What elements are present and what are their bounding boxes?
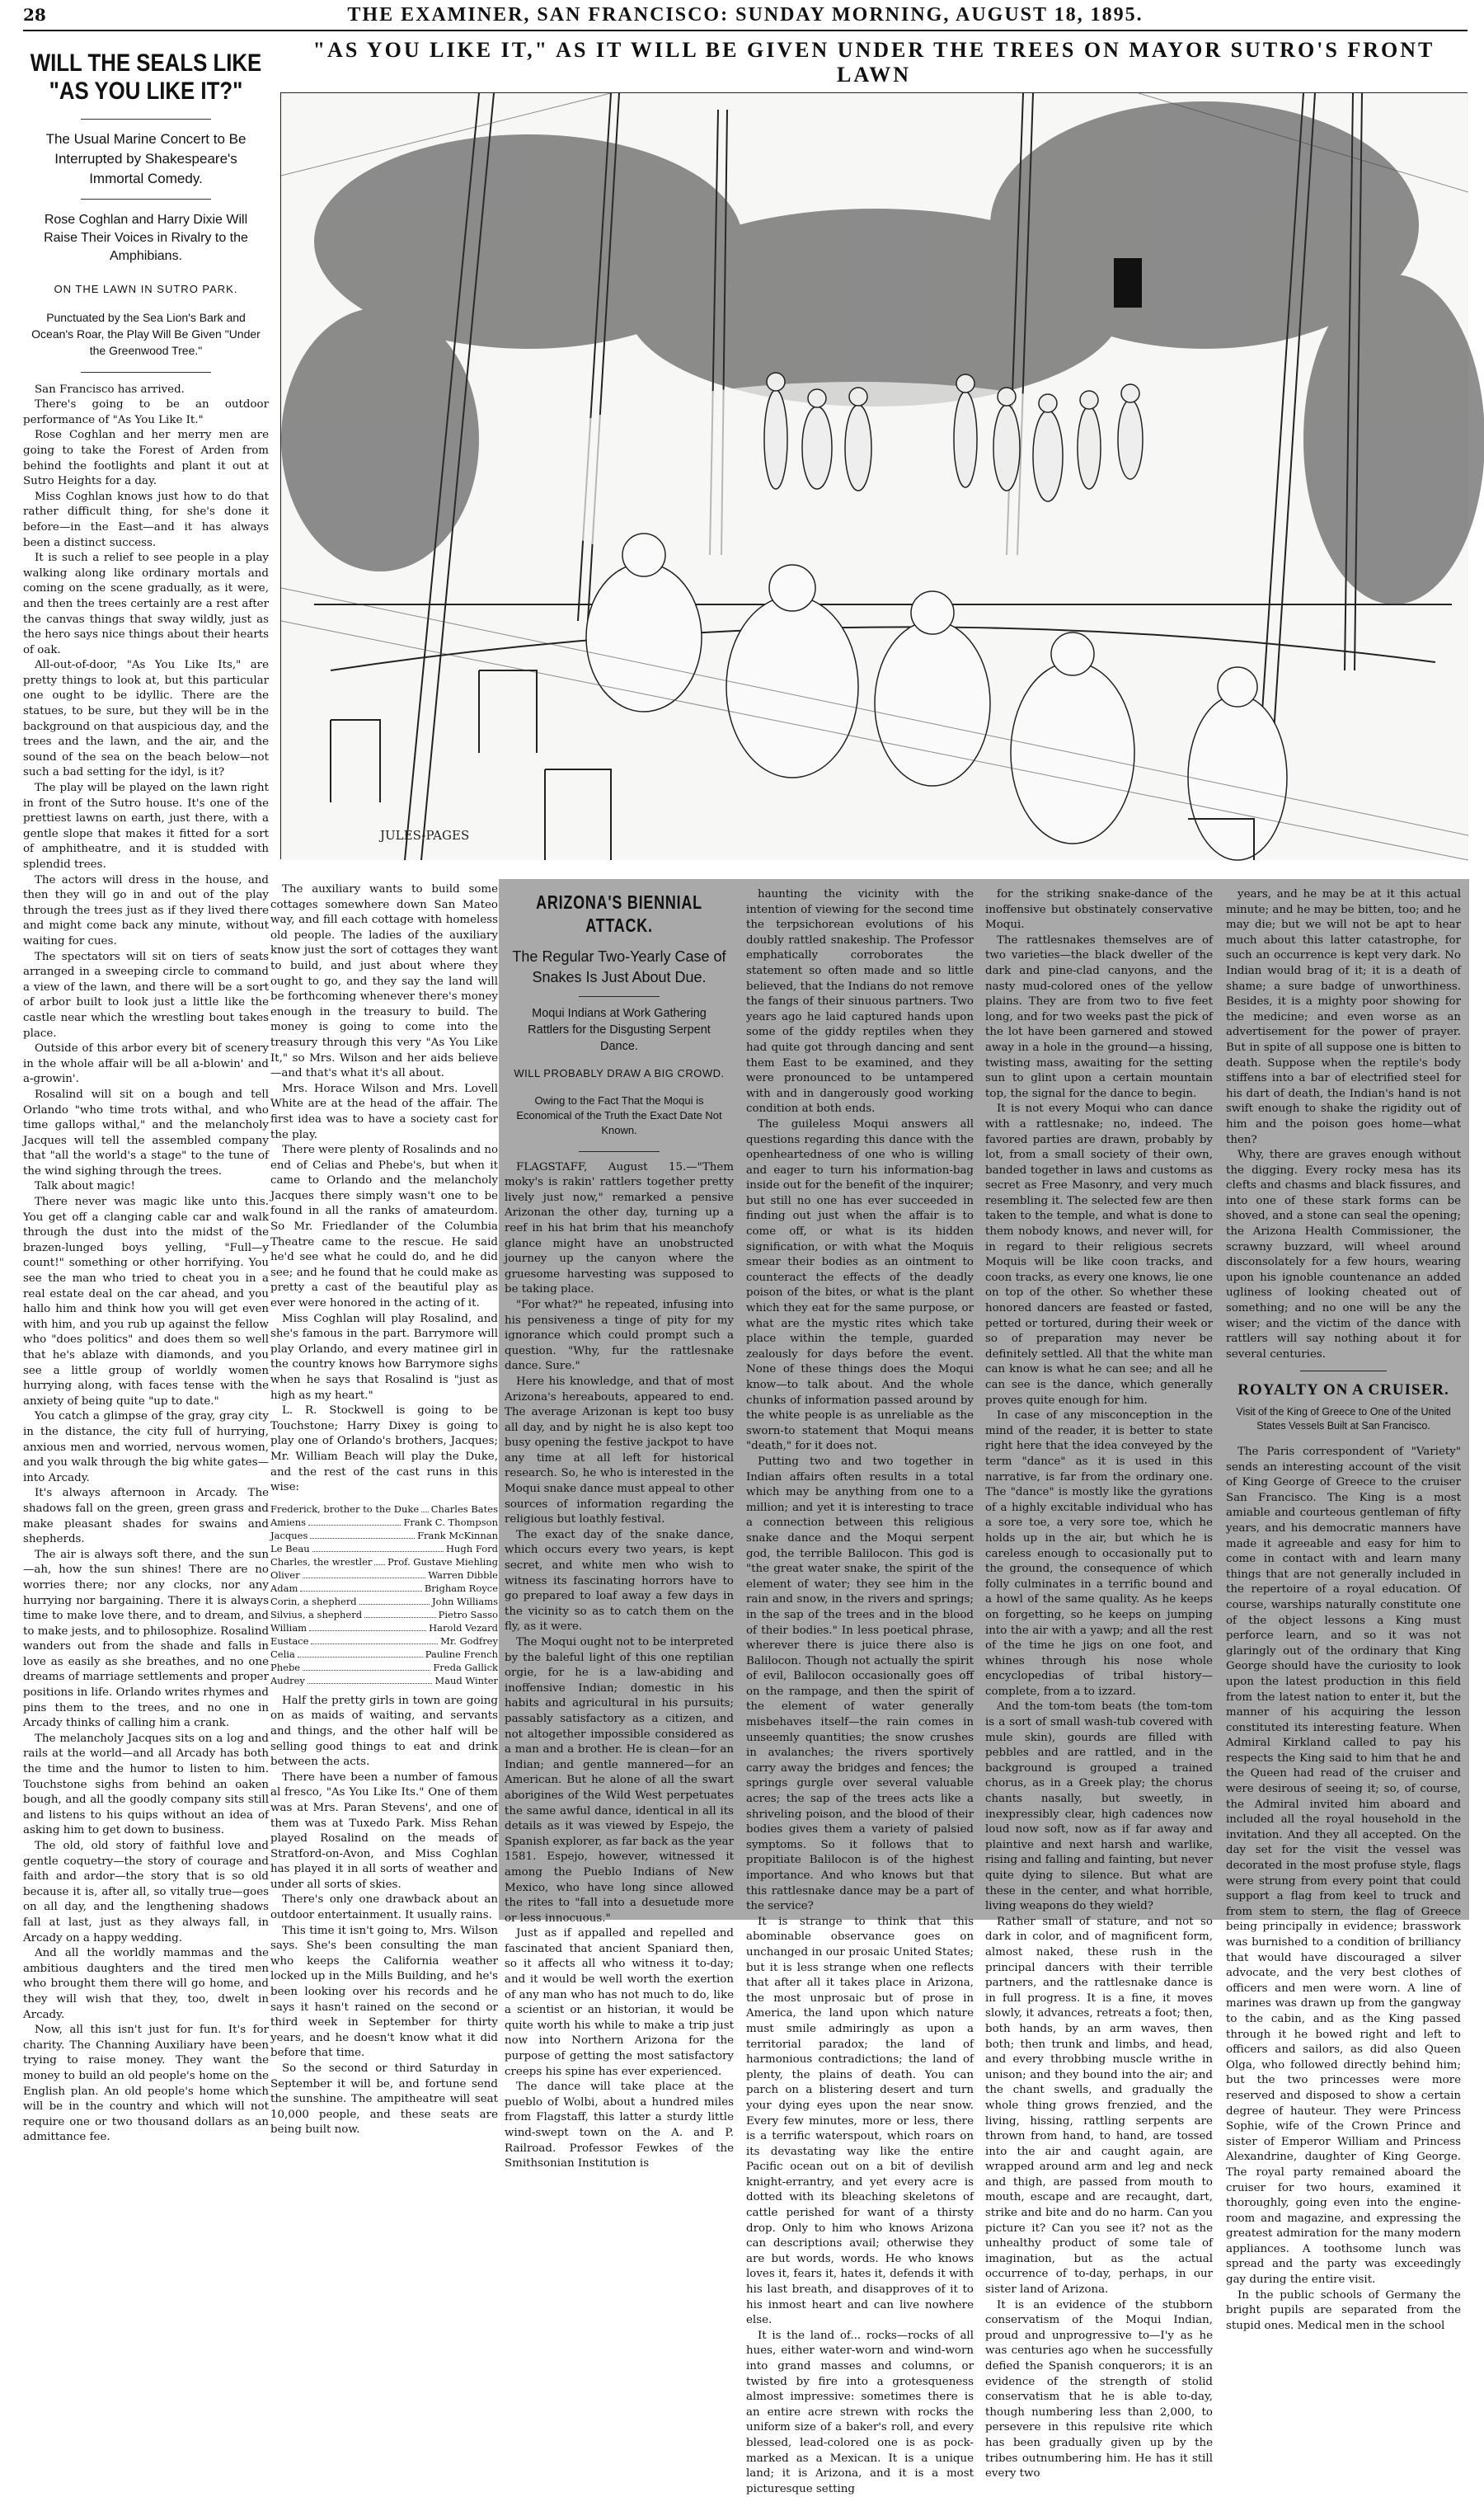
paragraph: There have been a number of famous al fresco, "As You Like Its." One of them was at Mrs. Paran Stevens', and one of them was at Tuxedo Park. Miss Rehan played Rosalind on the meads of Stratford-on-Avon, and Miss Coghlan has played it in all sorts of weather and under all sorts of skies. xyxy=(270,1770,498,1891)
paragraph: It is such a relief to see people in a play walking along like ordinary mortals and coming on the scene gradually, as it were, and then the trees certainly are a rest after the canvas things that sway wildly, just as the hero says nice things about their hearts of oak. xyxy=(23,552,269,656)
paragraph: Why, there are graves enough without the digging. Every rocky mesa has its clefts and chasms and black fissures, and into one of these stark forms can be shoved, and a stone can seal the opening; the Arizona Health Commissioner, the scrawny buzzard, will wheel around disconsolately for a few hours, wearing upon his ignoble countenance an added ugliness of looking cheated out of something; and no one will be any the wiser; and the victim of the dance with rattlers will say nothing about it for several centuries. xyxy=(1226,1149,1461,1361)
cast-row xyxy=(270,1555,498,1568)
leader-dots xyxy=(308,1516,401,1526)
paragraph: haunting the vicinity with the intention of viewing for the second time the terpsichorean evolutions of his doubly rattled snakeship. The Professor emphatically corroborates the statement so often made and so little believed, that the Indians do not remove the fangs of their sinuous partners. Two years ago he laid captured hands upon some of the giddy reptiles when they had quite got through dancing and sent them East to be examined, and they were pronounced to be untampered with and in dangerously good working condition at both ends. xyxy=(746,888,974,1116)
arizona-royalty-column xyxy=(1226,887,1461,2332)
cast-role: Jacques xyxy=(270,1529,308,1541)
royalty-deck: Visit of the King of Greece to One of the United States Vessels Built at San Francisco. xyxy=(1236,1406,1451,1432)
seals-deck-2: Rose Coghlan and Harry Dixie Will Raise Their Voices in Rivalry to the Amphibians. xyxy=(44,213,248,263)
cast-role: Silvius, a shepherd xyxy=(270,1608,363,1620)
paragraph: Mrs. Horace Wilson and Mrs. Lovell White are at the head of the affair. The first idea was to have a society cast for the play. xyxy=(270,1082,498,1141)
paragraph: In the public schools of Germany the bright pupils are separated from the stupid ones. Medical men in the school xyxy=(1226,2288,1461,2332)
cast-role: Eustace xyxy=(270,1634,309,1647)
leader-dots xyxy=(421,1502,429,1512)
leader-dots xyxy=(311,1634,438,1644)
paragraph: Miss Coghlan will play Rosalind, and she's famous in the part. Barrymore will play Orlando, and every matinee girl in the country knows how Barrymore sighs when he says that Rosalind is "just as high as my heart." xyxy=(270,1312,498,1402)
cast-role: Oliver xyxy=(270,1568,300,1581)
cast-role: Phebe xyxy=(270,1661,301,1673)
paragraph: The melancholy Jacques sits on a log and rails at the world—and all Arcady has both the time and the humor to listen to him. Touchstone sighs from behind an oaken bough, and all the goodly company sits still and listens to his quips without an idea of asking him to get down to business. xyxy=(23,1732,269,1837)
paragraph: Half the pretty girls in town are going on as maids of waiting, and servants and things, and the other half will be selling good things to eat and drink between the acts. xyxy=(270,1694,498,1769)
seals-deck-3: ON THE LAWN IN SUTRO PARK. xyxy=(54,283,238,295)
seals-body-1 xyxy=(23,383,269,2146)
cast-actor: John Williams xyxy=(432,1595,498,1607)
cast-actor: Warren Dibble xyxy=(428,1568,498,1581)
arizona-deck-4: Owing to the Fact That the Moqui is Economical of the Truth the Exact Date Not Known. xyxy=(516,1093,722,1136)
paragraph: The rattlesnakes themselves are of two varieties—the black dweller of the dark and pine-clad canyons, and the nasty mud-colored ones of the yellow plains. They are from two to five feet long, and for two weeks past the pick of the lot have been garnered and stowed away in a hole in the ground—a hissing, twisting mass, awaiting for the setting sun to glint upon a certain mountain top, the signal for the dance to begin. xyxy=(985,933,1213,1100)
cast-actor: Frank C. Thompson xyxy=(403,1516,498,1528)
paragraph: The Paris correspondent of "Variety" sends an interesting account of the visit of King George of Greece to the cruiser San Francisco. The King is a most amiable and courteous gentleman of fifty years, and his democratic manners have made it agreeable and easy for him to come in contact with and learn many things that are not generally included in the repertoire of a royal education. Of course, warships naturally constitute one of the object lessons a King must perforce learn, and so it was not glaringly out of the ordinary that King George should have the curiosity to look upon the latest production in this field from the latest nation to enter it, but the manner of his acquiring the lesson constituted its interesting feature. When Admiral Kirkland called to pay his respects the King said to him that he and the Queen had read of the cruiser and were desirous of seeing it; so, of course, the Admiral invited him aboard and included all the royal household in the invitation. And they all accepted. On the day set for the visit the vessel was decorated in the most profuse style, flags were strung from every point that could support a flag from keel to truck and from stem to stern, the flag of Greece being principally in evidence; brasswork was burnished to a condition of brilliancy that would have discouraged a silver advocate, and the very best clothes of officers and men were worn. A line of marines was drawn up from the gangway to the cabin, and as the King passed through it he bowed right and left to officers and sailors, as did also Queen Olga, who followed directly behind him; but the two princesses were more reserved and disposed to show a certain degree of hauteur. They were Princess Sophie, wife of the Crown Prince and sister of Emperor William and Princess Alexandrine, daughter of King George. The royal party remained aboard the cruiser for two hours, examined it thoroughly, going even into the engine-room and magazine, and expressing the greatest admiration for the many modern appliances. A toothsome lunch was spread and the party was exceedingly gay during the entire visit. xyxy=(1226,1446,1461,2287)
cast-role: Amiens xyxy=(270,1516,307,1528)
leader-dots xyxy=(308,1674,432,1684)
paragraph: The auxiliary wants to build some cottages somewhere down San Mateo way, and fill each cottage with homeless old people. The ladies of the auxiliary know just the sort of cottages they want to build, and just about where they ought to go, and they say the land will be forthcoming whenever there's money enough in the treasury to build. The money is going to come into the treasury through this very "As You Like It," so Mrs. Wilson and her aids believe—and that's what it's all about. xyxy=(270,883,498,1080)
paragraph: years, and he may be at it this actual minute; and he may be bitten, too; and he may die; but we will not be apt to hear much about this latter catastrophe, for such an occurrence is kept very dark. No Indian would brag of it; it is a death of shame; a sure badge of unworthiness. Besides, it is a mighty poor showing for the medicine; and even worse as an advertisement for the power of prayer. But in spite of all suppose one is bitten to death. Suppose when the reptile's body stiffens into a bar of electrified steel for his dart of death, the Indian's hand is not swift enough to shake the rigidity out of him and the poison goes home—what then? xyxy=(1226,888,1461,1146)
cast-actor: Hugh Ford xyxy=(446,1542,498,1554)
paragraph: The old, old story of faithful love and gentle coquetry—the story of courage and faith and ardor—the story that is so old because it is, after all, so vitally true—goes on all day, and the lengthening shadows fall at last, just as they always fall, in Arcady on a happy wedding. xyxy=(23,1840,269,1944)
paragraph: And all the worldly mammas and the ambitious daughters and the tired men who brought them there will go home, and they will wish that they, too, dwelt in Arcady. xyxy=(23,1947,269,2021)
pen-drawing-illustration xyxy=(281,93,1468,860)
seals-deck-4: Punctuated by the Sea Lion's Bark and Ocean's Roar, the Play Will Be Given "Under the Greenwood Tree." xyxy=(31,310,261,357)
cast-row xyxy=(270,1621,498,1634)
paragraph: FLAGSTAFF, August 15.—"Them moky's is rakin' rattlers together pretty lively just now," remarked a pensive Arizonan the other day, turning up a reef in his hat brim that his meanchofy glance might have an unobstructed journey up the canyon where the gruesome harvesting was supposed to be taking place. xyxy=(505,1160,734,1296)
paragraph: Outside of this arbor every bit of scenery in the whole affair will be all a-blowin' and a-growin'. xyxy=(23,1042,269,1086)
paragraph: There's only one drawback about an outdoor entertainment. It usually rains. xyxy=(270,1893,498,1922)
paragraph: Rather small of stature, and not so dark in color, and of magnificent form, almost naked, these rush in the principal dancers with their terrible partners, and the rattlesnake dance is in full progress. It is a fine, it moves slowly, it advances, retreats a foot; then, both hands, by an arm waves, then both; then trunk and limbs, and head, and every throbbing muscle writhe in unison; and they bound into the air; and the chant swells, and gradually the whole thing grows frenzied, and the living, hissing, rattling serpents are thrown from hand, to hand, are tossed into the air and caught again, are wrapped around arm and leg and neck and thigh, are passed from mouth to mouth, escape and are recaught, dart, strike and bite and do no harm. Can you picture it? Can you see it? not as the unhealthy product of some tale of imagination, but as the actual occurrence of to-day, perhaps, in our sister land of Arizona. xyxy=(985,1915,1213,2297)
paragraph: The exact day of the snake dance, which occurs every two years, is kept secret, and white men who wish to witness its fascinating horrors have to go prepared to loaf away a few days in the vicinity so as to catch them on the fly, as it were. xyxy=(505,1528,734,1634)
cast-row xyxy=(270,1502,498,1516)
paragraph: It's always afternoon in Arcady. The shadows fall on the green, green grass and make pleasant shades for swains and shepherds. xyxy=(23,1487,269,1546)
cast-actor: Charles Bates xyxy=(430,1502,498,1515)
illustration-caption: "AS YOU LIKE IT," AS IT WILL BE GIVEN UNDER THE TREES ON MAYOR SUTRO'S FRONT LAWN xyxy=(312,38,1435,87)
paragraph: "For what?" he repeated, infusing into his pensiveness a tinge of pity for my ignorance which could prompt such a question. "Why, fur the rattlesnake dance. Sure." xyxy=(505,1298,734,1373)
royalty-headline: ROYALTY ON A CRUISER. xyxy=(1237,1381,1449,1399)
cast-row xyxy=(270,1582,498,1595)
cast-row xyxy=(270,1648,498,1661)
paragraph: The guileless Moqui answers all questions regarding this dance with the openheartedness of one who is willing and eager to turn his information-bag inside out for the benefit of the inquirer; but still no one has ever succeeded in finding out just when the affair is to come off, or what is its hidden signification, or with what the Moquis smear their bodies as an ointment to counteract the effects of the deadly poison of the bites, or what is the plant which they eat for the same purpose, or what are the mystic rites which take place within the temple, guarded zealously for days before the event. None of these things does the Moqui know—to talk about. And the whole chunks of information passed around by the white people is as unreliable as the sworn-to statement that Moqui means "death," for it does not. xyxy=(746,1117,974,1453)
cast-actor: Prof. Gustave Miehling xyxy=(387,1555,498,1568)
paragraph: Rose Coghlan and her merry men are going to take the Forest of Arden from behind the footlights and plant it out at Sutro Heights for a day. xyxy=(23,429,269,488)
leader-dots xyxy=(300,1582,421,1592)
artist-signature: JULES-PAGES xyxy=(380,828,470,843)
arizona-deck-2: Moqui Indians at Work Gathering Rattlers for the Disgusting Serpent Dance. xyxy=(528,1007,711,1053)
divider xyxy=(81,372,211,373)
cast-row xyxy=(270,1661,498,1674)
cast-role: Charles, the wrestler xyxy=(270,1555,373,1568)
paragraph: San Francisco has arrived. xyxy=(35,383,185,396)
divider xyxy=(81,199,211,200)
arizona-article-column-3 xyxy=(985,887,1213,2481)
page-number: 28 xyxy=(23,5,46,25)
cast-actor: Mr. Godfrey xyxy=(440,1634,498,1647)
arizona-deck-1: The Regular Two-Yearly Case of Snakes Is Just About Due. xyxy=(512,948,726,985)
leader-dots xyxy=(364,1608,436,1618)
cast-row xyxy=(270,1542,498,1555)
paragraph: Miss Coghlan knows just how to do that rather difficult thing, for she's done it before—in the East—and it has always been a distinct success. xyxy=(23,490,269,549)
arizona-article-column-1 xyxy=(505,887,734,2170)
leader-dots xyxy=(310,1529,415,1539)
paragraph: It is not every Moqui who can dance with a rattlesnake; no, indeed. The favored parties are drawn, probably by lot, from a small society of their own, banded together in laws and customs as secret as Free Masonry, and very much resembling it. The selected few are then taken to the temple, and what is done to them nobody knows, and never will, for in regard to their religious secrets Moquis will be like coon tracks, and coon tracks, as every one knows, lie one on top of the other. So whether these honored dancers are feasted or fasted, petted or tortured, during their week or so of preparation may never be definitely settled. All that the white man can know is what he can see; and all he can see is the dance, which generally proves quite enough for him. xyxy=(985,1103,1213,1407)
paragraph: The Moqui ought not to be interpreted by the baleful light of this one reptilian orgie, for he is a law-abiding and inoffensive Indian; domestic in his habits and agricultural in his pursuits; passably satisfactory as a citizen, and not altogether impossible considered as a man and a brother. He is clean—for an Indian; and gentle mannered—for an American. But he alone of all the swart aborigines of the Wild West perpetuates the same awful dance, identical in all its details as it was viewed by Espejo, the Spanish explorer, as far back as the year 1581. Espejo, however, witnessed it among the Pueblo Indians of New Mexico, who have long since allowed the rites to "fall into a desuetude more or less innocuous." xyxy=(505,1636,734,1925)
paragraph: Now, all this isn't just for fun. It's for charity. The Channing Auxiliary have been trying to raise money. They want the money to build an old people's home on the English plan. An old people's home which will be in the country and which will not require one or two thousand dollars as an admittance fee. xyxy=(23,2024,269,2144)
paragraph: And the tom-tom beats (the tom-tom is a sort of small wash-tub covered with mule skin), gourds are filled with pebbles and are rattled, and in the background is grouped a trained chorus, as in a Greek play; the chorus chants nasally, but sweetly, in inexpressibly clear, high cadences now loud now soft, now as if far away and plaintive and next harsh and warlike, rising and falling and fainting, but never quite dying to silence. But what are these in the center, and what horrible, living weapons do they wield? xyxy=(985,1700,1213,1913)
divider xyxy=(579,996,660,997)
seals-article-column-1 xyxy=(23,36,270,2144)
paragraph: Here his knowledge, and that of most Arizona's hereabouts, appeared to end. The average Arizonan is kept too busy all day, and by night he is also kept too busy opening the festive jackpot to have any time at all left for historical research. So, he who is interested in the Moqui snake dance must appeal to other sources of information regarding the religious but loathly festival. xyxy=(505,1375,734,1526)
paragraph: It is an evidence of the stubborn conservatism of the Moqui Indian, proud and unprogressive to—I'y as he was centuries ago when he successfully defied the Spanish conquerors; it is an evidence of the strength of stolid conservatism that he is able to-day, though numbering less than 2,000, to persevere in this repulsive rite which has been gradually given up by the tribes outnumbering him. He has it still every two xyxy=(985,2298,1213,2481)
cast-row xyxy=(270,1516,498,1529)
paragraph: L. R. Stockwell is going to be Touchstone; Harry Dixey is going to play one of Orlando's brothers, Jacques; Mr. William Beach will play the Duke, and the rest of the cast runs in this wise: xyxy=(270,1404,498,1494)
cast-actor: Brigham Royce xyxy=(424,1582,498,1594)
paragraph: Talk about magic! xyxy=(35,1180,135,1193)
paragraph: Just as if appalled and repelled and fascinated that ancient Spaniard then, so it affects all who witness it to-day; and it would be well worth the exertion of any man who has not much to do, like a scientist or an historian, it would be quite worth his while to make a trip just now into Northern Arizona for the purpose of getting the most satisfactory creeps his spine has ever experienced. xyxy=(505,1927,734,2078)
cast-row xyxy=(270,1674,498,1687)
cast-actor: Freda Gallick xyxy=(433,1661,498,1673)
paragraph: The air is always soft there, and the sun—ah, how the sun shines! There are no worries there; nor any clocks, nor any hurrying nor bargaining. There it is always time to make love there, and to dream, and to make jests, and to philosophize. Rosalind wanders out from the shade and falls in love as easily as she breathes, and no one dreams of marriage settlements and proper positions in life. Orlando writes rhymes and pins them to the trees, and no one in Arcady thinks of calling him a crank. xyxy=(23,1548,270,1730)
paragraph: It is strange to think that this abominable observance goes on unchanged in our prosaic United States; but it is less strange when one reflects that after all it takes place in Arizona, the most unprosaic but of prose in America, the land upon which nature must smile admiringly as upon a territorial paradox; the land of harmonious contradictions; the land of plenty, the plains of death. You can parch on a blistering desert and turn your dying eyes upon the near snow. Every few minutes, more or less, there is a terrific waterspout, which roars on its devastating way like the entire Pacific ocean out on a bit of devilish knight-errantry, and yet every acre is dotted with its bleaching skeletons of cattle perished for want of a thirsty drop. Only to him who knows Arizona can descriptions avail; otherwise they are but words, words. He who knows loves it, fears it, hates it, defends it with his last breath, and disapproves of it to his inmost heart and can live nowhere else. xyxy=(746,1915,974,2327)
arizona-deck-3: WILL PROBABLY DRAW A BIG CROWD. xyxy=(514,1067,725,1079)
paragraph: The play will be played on the lawn right in front of the Sutro house. It's one of the prettiest lawns on earth, just there, with a gentle slope that makes it fitted for a sort of amphitheatre, and it is studded with splendid trees. xyxy=(23,782,269,871)
cast-role: Le Beau xyxy=(270,1542,310,1554)
paragraph: Putting two and two together in Indian affairs often results in a total which may be anything from one to a million; and yet it is interesting to trace a connection between this religious snake dance and the Moqui serpent god, the terrible Balilocon. This god is "the great water snake, the spirit of the element of water; they see him in the rain and snow, in the rivers and springs; in the sap of the trees and in the blood of their bodies." In less poetical phrase, wherever there is juice there also is Balilocon. Though not actually the spirit of evil, Balilocon occasionally goes off on the rampage, and then the spirit of the element of water generally misbehaves itself—the rain comes in unseemly quantities; the snow crushes in avalanches; the rivers sportively carry away the bridges and fences; the springs gurgle over several valuable acres; the sap of the trees acts like a shriveling poison, and the blood of their bodies gives them a variety of palsied symptoms. So it follows that to propitiate Balilocon is of the highest importance. And who knows but that this rattlesnake dance may be a part of the service? xyxy=(746,1455,974,1913)
cast-row xyxy=(270,1568,498,1582)
cast-role: Audrey xyxy=(270,1674,305,1686)
seals-article-column-2 xyxy=(270,882,498,2137)
leader-dots xyxy=(303,1568,426,1578)
paragraph: In case of any misconception in the mind of the reader, it is better to state right here that the idea conveyed by the term "dance" as it is used in this narrative, is far from the ordinary one. The "dance" is mostly like the gyrations of a highly excitable individual who has a sore toe, a very sore toe, which he holds up in the air, but which he is careless enough to occasionally put to the ground, the consequence of which folly culminates in a terrific bound and a howl of the same quality. As he keeps on forgetting, so he keeps on jumping into the air with a yawp; and all the rest of the time he jigs on one foot, and whines through his nose whole encyclopedias of tribal history—complete, from a to izzard. xyxy=(985,1409,1213,1698)
cast-actor: Pauline French xyxy=(425,1648,498,1660)
leader-dots xyxy=(374,1555,385,1565)
cast-actor: Harold Vezard xyxy=(429,1621,498,1634)
masthead xyxy=(23,0,1468,31)
paragraph: All-out-of-door, "As You Like Its," are pretty things to look at, but this particular one ought to be idyllic. There are the statues, to be sure, but they will be in the background on that auspicious day, and the trees and the lawn, and the air, and the sound of the sea on the beach below—not such a bad setting for the idyl, is it? xyxy=(23,659,269,779)
paragraph: This time it isn't going to, Mrs. Wilson says. She's been consulting the man who keeps the California weather locked up in the Mills Building, and he's been looking over his records and he says it hasn't rained on the second or third week in September for thirty years, and he doesn't know what it did before that time. xyxy=(270,1924,498,2060)
paragraph: There's going to be an outdoor performance of "As You Like It." xyxy=(23,398,269,426)
cast-role: Adam xyxy=(270,1582,298,1594)
paragraph: So the second or third Saturday in September it will be, and fortune send the sunshine. The ampitheatre will seat 10,000 people, and these seats are being built now. xyxy=(270,2062,498,2137)
cast-role: Corin, a shepherd xyxy=(270,1595,357,1607)
leader-dots xyxy=(303,1661,430,1671)
leader-dots xyxy=(309,1621,426,1631)
cast-row xyxy=(270,1595,498,1608)
leader-dots xyxy=(359,1595,430,1605)
leader-dots xyxy=(312,1542,444,1552)
illustration-as-you-like-it xyxy=(280,92,1468,859)
cast-row xyxy=(270,1608,498,1621)
paragraph: for the striking snake-dance of the inoffensive but obstinately conservative Moqui. xyxy=(985,888,1213,932)
divider xyxy=(81,119,211,120)
arizona-headline: ARIZONA'S BIENNIAL ATTACK. xyxy=(536,891,702,936)
cast-actor: Maud Winter xyxy=(434,1674,498,1686)
paragraph: It is the land of... rocks—rocks of all hues, either water-worn and wind-worn into grand masses and columns, or twisted by fire into a grotesqueness almost impressive: sometimes there is an entire acre strewn with rocks the uniform size of a baker's roll, and every blessed, lead-colored one is as pock-marked as a Mexican. It is a unique land; it is Arizona, and it is a most picturesque setting xyxy=(746,2329,974,2495)
paragraph: There never was magic like unto this. You get off a clanging cable car and walk through the dust into the midst of the brazen-lunged boys yelling, "Full—y count!" something or other horrifying. You see the man who tried to cheat you in a real estate deal on the car ahead, and you hallo him and think how you will get even with him, and you rub up against the fellow who "does politics" and does them so well that he's ablaze with diamonds, and you see a little group of worldly women hurrying along, with faces tense with the anxiety of being quite "up to date." xyxy=(23,1196,269,1408)
seals-deck-1: The Usual Marine Concert to Be Interrupted by Shakespeare's Immortal Comedy. xyxy=(45,131,247,186)
cast-list xyxy=(270,1502,498,1687)
cast-role: Celia xyxy=(270,1648,295,1660)
cast-row xyxy=(270,1634,498,1648)
paragraph: The actors will dress in the house, and then they will go in and out of the play through the trees just as if they lived there and might come back any minute, without waiting for cues. xyxy=(23,873,269,948)
arizona-article-column-2 xyxy=(746,887,974,2495)
seals-headline: WILL THE SEALS LIKE "AS YOU LIKE IT?" xyxy=(30,49,262,105)
paragraph: You catch a glimpse of the gray, gray city in the distance, the city full of hurrying, anxious men and worried, nervous women, and you walk through the big white gates—into Arcady. xyxy=(23,1410,269,1484)
cast-actor: Pietro Sasso xyxy=(438,1608,498,1620)
leader-dots xyxy=(298,1648,423,1658)
newspaper-title: THE EXAMINER, SAN FRANCISCO: SUNDAY MORNING, AUGUST 18, 1895. xyxy=(347,3,1144,26)
paragraph: The spectators will sit on tiers of seats arranged in a sweeping circle to command a view of the lawn, and there will be a sort of arbor built to look just a little like the castle near which the wrestling bout takes place. xyxy=(23,950,269,1040)
cast-role: William xyxy=(270,1621,308,1634)
paragraph: The dance will take place at the pueblo of Wolbi, about a hundred miles from Flagstaff, this latter a sturdy little wind-swept town on the A. and P. Railroad. Professor Fewkes of the Smithsonian Institution is xyxy=(505,2081,734,2170)
paragraph: There were plenty of Rosalinds and no end of Celias and Phebe's, but when it came to Orlando and the melancholy Jacques there simply wasn't one to be found in all the ranks of amateurdom. So Mr. Friedlander of the Columbia Theatre came to the rescue. He said he'd see what he could do, and he did see; and he found that he could make as pretty a cast of the beautiful play as ever were honored in the acting of it. xyxy=(270,1144,498,1310)
paragraph: Rosalind will sit on a bough and tell Orlando "who time trots withal, and who time gallops withal," and the melancholy Jacques will tell the assembled company that "all the world's a stage" to the tune of the wind sighing through the trees. xyxy=(23,1088,269,1178)
cast-actor: Frank McKinnan xyxy=(417,1529,498,1541)
divider xyxy=(579,1151,660,1152)
cast-row xyxy=(270,1529,498,1542)
cast-role: Frederick, brother to the Duke xyxy=(270,1502,420,1515)
